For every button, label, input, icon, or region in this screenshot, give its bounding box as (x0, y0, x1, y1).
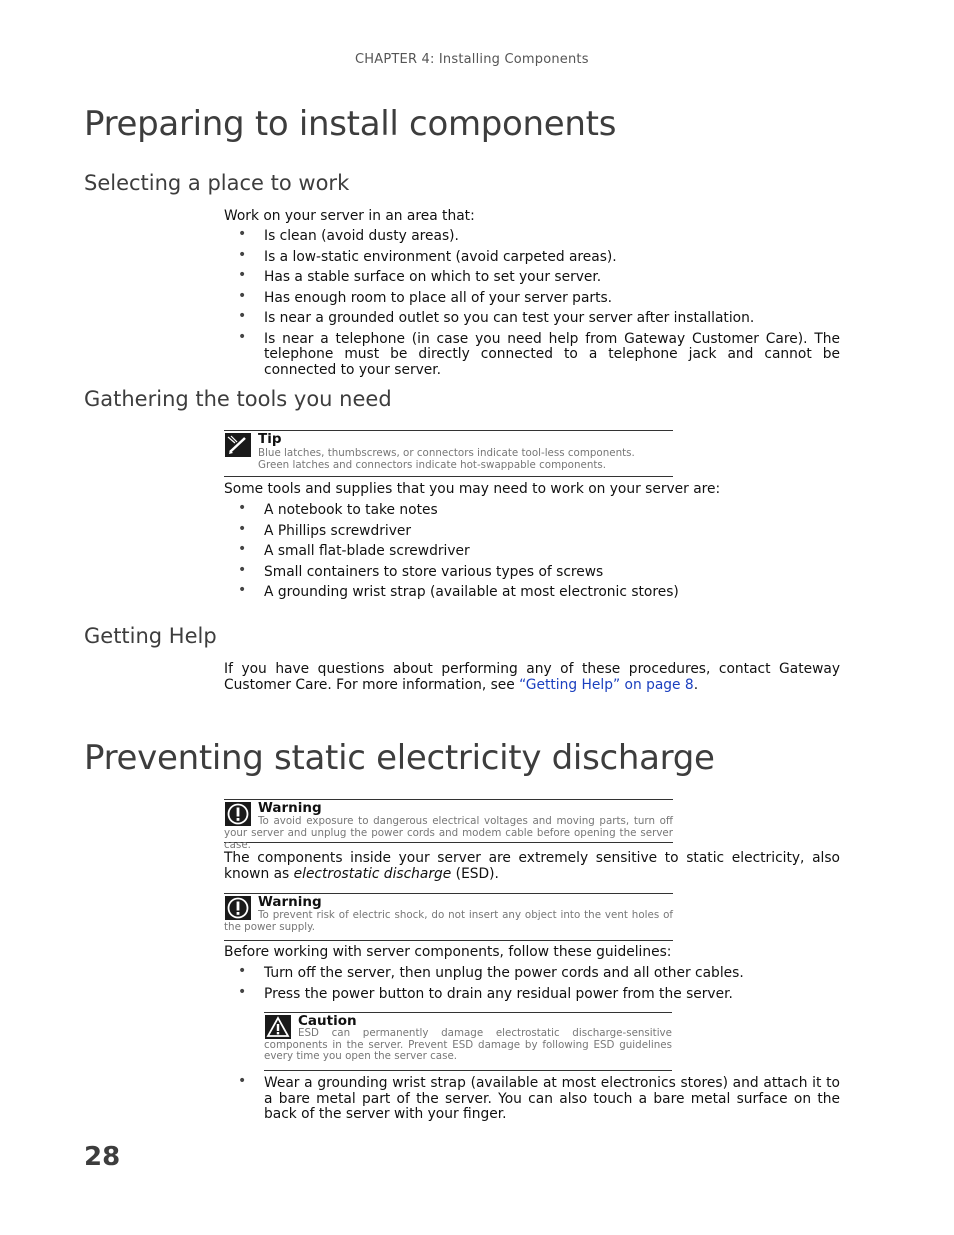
list-item: • Has enough room to place all of your server parts. (238, 287, 613, 306)
esd-term: electrostatic discharge (293, 865, 452, 882)
help-paragraph: If you have questions about performing any of these procedures, contact Gateway Customer Care. For more information, see “Getting Help” on page 8. (224, 661, 840, 693)
section-title-preparing: Preparing to install components (84, 104, 617, 144)
tip-box (224, 430, 673, 477)
list-item: • Small containers to store various types of screws (238, 561, 604, 580)
bullet-icon: • (238, 287, 247, 304)
list-item: • A small flat-blade screwdriver (238, 541, 470, 559)
place-intro: Work on your server in an area that: (224, 208, 475, 224)
chapter-header: CHAPTER 4: Installing Components (355, 52, 589, 67)
list-item: • Wear a grounding wrist strap (available at most electronics stores) and attach it to a bare metal part of the server. You can also touch a bare metal surface on the back of the server with your finger. (238, 1073, 840, 1122)
pencil-icon (225, 433, 251, 457)
tools-list (224, 500, 840, 601)
list-item: • Has a stable surface on which to set your server. (238, 267, 602, 285)
tools-intro: Some tools and supplies that you may need to work on your server are: (224, 481, 721, 497)
list-item: • Turn off the server, then unplug the power cords and all other cables. (238, 963, 744, 981)
list-item: • Is clean (avoid dusty areas). (238, 226, 459, 244)
warning-box (224, 799, 673, 851)
bullet-icon: • (238, 500, 247, 516)
final-list (224, 1073, 840, 1123)
page-number: 28 (84, 1142, 121, 1172)
warning-box (224, 893, 673, 941)
warning-title: Warning (258, 800, 322, 816)
bullet-icon: • (238, 541, 247, 557)
bullet-icon: • (238, 983, 247, 1000)
bullet-icon: • (238, 308, 247, 324)
esd-paragraph: The components inside your server are extremely sensitive to static electricity, also known as electrostatic discharge (ESD). (224, 850, 840, 882)
list-item: • A notebook to take notes (238, 500, 438, 518)
list-item: • Is near a grounded outlet so you can test your server after installation. (238, 308, 755, 326)
list-item: • A grounding wrist strap (available at most electronic stores) (238, 582, 679, 600)
caution-title: Caution (298, 1013, 357, 1029)
bullet-icon: • (238, 267, 247, 283)
guidelines-list (224, 963, 840, 1002)
tip-line: Blue latches, thumbscrews, or connectors indicate tool-less components. (258, 447, 635, 459)
bullet-icon: • (238, 520, 247, 537)
tip-text (224, 431, 673, 471)
warning-text: To avoid exposure to dangerous electrical voltages and moving parts, turn off your server and unplug the power cords and modem cable before opening the server case. (224, 815, 673, 851)
list-item: • Is near a telephone (in case you need help from Gateway Customer Care). The telephone must be directly connected to a telephone jack and cannot be connected to your server. (238, 328, 840, 378)
heading-getting-help: Getting Help (84, 624, 217, 648)
caution-icon (265, 1015, 291, 1039)
warning-title: Warning (258, 894, 322, 910)
bullet-icon: • (238, 561, 247, 578)
warning-text: To prevent risk of electric shock, do not insert any object into the vent holes of the power supply. (224, 909, 673, 933)
place-list (224, 226, 840, 378)
tip-title: Tip (258, 431, 282, 447)
bullet-icon: • (238, 226, 247, 242)
tip-line: Green latches and connectors indicate hot-swappable components. (258, 459, 607, 471)
heading-gathering-tools: Gathering the tools you need (84, 387, 392, 411)
caution-box (264, 1012, 672, 1071)
bullet-icon: • (238, 1073, 247, 1089)
list-item: • A Phillips screwdriver (238, 520, 412, 539)
getting-help-link[interactable]: “Getting Help” on page 8 (519, 676, 694, 693)
bullet-icon: • (238, 246, 247, 263)
caution-text: ESD can permanently damage electrostatic discharge-sensitive components in the server. Prevent ESD damage by following ESD guidelines every time you open the server case. (264, 1027, 672, 1063)
bullet-icon: • (238, 963, 247, 979)
heading-selecting-place: Selecting a place to work (84, 171, 350, 195)
list-item: • Is a low-static environment (avoid carpeted areas). (238, 246, 617, 265)
list-item: • Press the power button to drain any residual power from the server. (238, 983, 733, 1002)
bullet-icon: • (238, 582, 247, 598)
warning-icon (225, 896, 251, 920)
bullet-icon: • (238, 328, 247, 345)
warning-icon (225, 802, 251, 826)
section-title-preventing: Preventing static electricity discharge (84, 738, 715, 778)
guidelines-intro: Before working with server components, follow these guidelines: (224, 944, 672, 960)
